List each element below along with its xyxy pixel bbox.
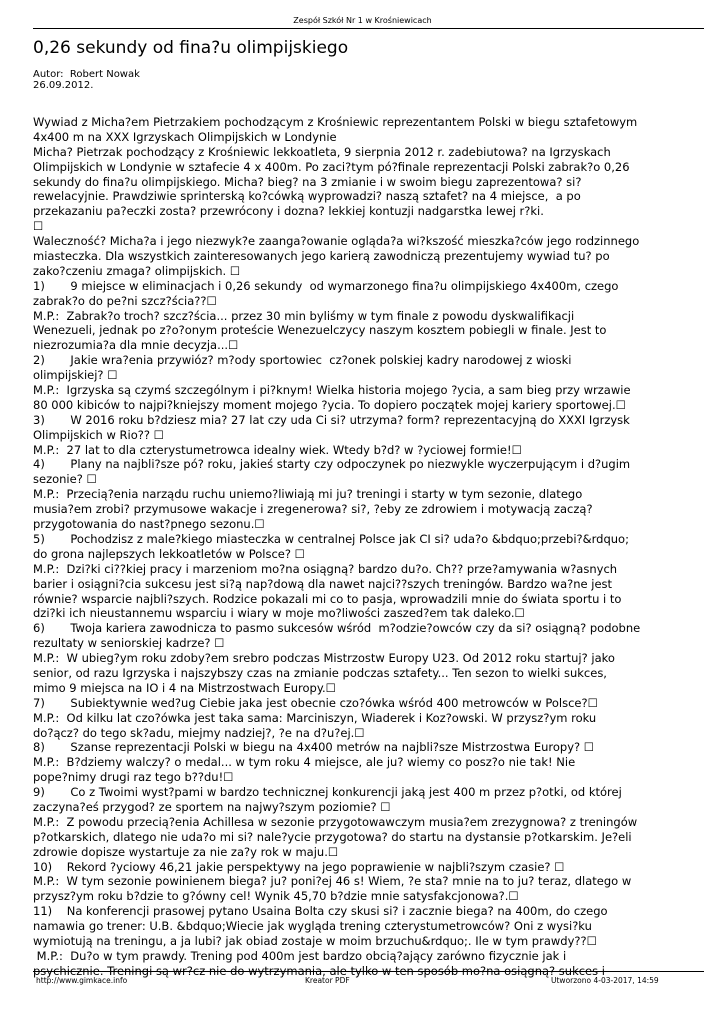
body-line: niezrozumia?a dla mnie decyzja...☐: [33, 338, 239, 353]
article-meta: [33, 69, 140, 91]
body-line: równie? wsparcie najbli?szych. Rodzice pokazali mi co to pasja, wprowadzili mnie do świata sportu i to: [33, 591, 622, 606]
body-line: dzi?ki ich nieustannemu wsparciu i wiary w moje mo?liwości zaszed?em tak daleko.☐: [33, 606, 525, 621]
body-line: do?ącz? do tego sk?adu, miejmy nadziej?, ?e na d?u?ej.☐: [33, 725, 365, 740]
body-line: rewelacyjnie. Prawdziwie sprinterską ko?cówką wyprowadzi? naszą sztafet? na 4 miejsce, a po: [33, 189, 581, 204]
body-line: 9) Co z Twoimi wyst?pami w bardzo technicznej konkurencji jaką jest 400 m przez p?otki, od której: [33, 785, 622, 800]
body-line: M.P.: Od kilku lat czo?ówka jest taka sama: Marciniszyn, Wiaderek i Koz?owski. W przysz?ym roku: [33, 710, 597, 725]
body-line: 3) W 2016 roku b?dziesz mia? 27 lat czy uda Ci si? utrzyma? form? reprezentacyjną do XXXI Igrzysk: [33, 412, 630, 427]
body-line: M.P.: W tym sezonie powinienem biega? ju? poni?ej 46 s! Wiem, ?e sta? mnie na to ju? teraz, dlatego w: [33, 874, 632, 889]
article-date: 26.09.2012.: [33, 80, 94, 91]
body-line: Wenezueli, jednak po z?o?onym proteście Wenezuelczycy naszym kosztem pobiegli w finale. Jest to: [33, 323, 607, 338]
footer-generator: Kreator PDF: [305, 976, 350, 985]
page-header: Zespół Szkół Nr 1 w Krośniewicach: [293, 16, 432, 25]
body-line: 8) Szanse reprezentacji Polski w biegu na 4x400 metrów na najbli?sze Mistrzostwa Europy? ☐: [33, 740, 595, 755]
body-line: sekundy do fina?u olimpijskiego. Micha? bieg? na 3 zmianie i w swoim biegu zaprezentowa? si?: [33, 174, 582, 189]
body-line: barier i osiągni?cia sukcesu jest si?ą nap?dową dla nawet najci??szych treningów. Bardzo wa?ne jest: [33, 576, 613, 591]
body-line: 4) Plany na najbli?sze pó? roku, jakieś starty czy odpoczynek po niezwykle wyczerpującym i d?ugim: [33, 457, 631, 472]
body-line: 2) Jakie wra?enia przywióz? m?ody sportowiec cz?onek polskiej kadry narodowej z wioski: [33, 353, 572, 368]
body-line: musia?em zrobi? przymusowe wakacje i zregenerowa? si?, ?eby ze zdrowiem i motywacją zaczą?: [33, 502, 593, 517]
body-line: M.P.: Dzi?ki ci??kiej pracy i marzeniom mo?na osiągną? bardzo du?o. Ch?? prze?amywania w?asnych: [33, 561, 618, 576]
body-line: zdrowie dopisze wystartuje za nie za?y rok w maju.☐: [33, 844, 339, 859]
body-line: M.P.: W ubieg?ym roku zdoby?em srebro podczas Mistrzostw Europy U23. Od 2012 roku startuj? jako: [33, 651, 615, 666]
body-line: przekazaniu pa?eczki zosta? przewrócony i dozna? lekkiej kontuzji nadgarstka lewej r?ki.: [33, 204, 544, 219]
body-line: 80 000 kibiców to najpi?kniejszy moment mojego ?ycia. To dopiero początek mojej kariery sportowej.☐: [33, 397, 626, 412]
body-line: M.P.: B?dziemy walczy? o medal... w tym roku 4 miejsce, ale ju? wiemy co posz?o nie tak! Nie: [33, 755, 576, 770]
body-line: wymiotują na treningu, a ja lubi? jak obiad zostaje w moim brzuchu&rdquo;. Ile w tym prawdy??☐: [33, 933, 597, 948]
body-line: mimo 9 miejsca na IO i 4 na Mistrzostwach Europy.☐: [33, 680, 336, 695]
header-divider: [33, 28, 704, 29]
body-line: zabrak?o do pe?ni szcz?ścia??☐: [33, 293, 217, 308]
footer-url: http://www.gimkace.info: [36, 976, 128, 985]
body-line: M.P.: Du?o w tym prawdy. Trening pod 400m jest bardzo obcią?ający zarówno fizycznie jak i: [33, 948, 567, 963]
body-line: M.P.: Igrzyska są czymś szczególnym i pi?knym! Wielka historia mojego ?ycia, a sam bieg przy wrzawie: [33, 383, 631, 398]
body-line: ☐: [33, 219, 44, 234]
body-line: Olimpijskich w Londynie w sztafecie 4 x 400m. Po zaci?tym pó?finale reprezentacji Polski zabrak?o 0,26: [33, 159, 630, 174]
body-line: 5) Pochodzisz z male?kiego miasteczka w centralnej Polsce jak CI si? uda?o &bdquo;przebi?&rdquo;: [33, 531, 629, 546]
footer-divider: [33, 971, 704, 972]
body-line: M.P.: Przecią?enia narządu ruchu uniemo?liwiają mi ju? treningi i starty w tym sezonie, dlatego: [33, 487, 583, 502]
body-line: 7) Subiektywnie wed?ug Ciebie jaka jest obecnie czo?ówka wśród 400 metrowców w Polsce?☐: [33, 695, 598, 710]
body-line: przysz?ym roku b?dzie to g?ówny cel! Wynik 45,70 b?dzie mnie satysfakcjonowa?.☐: [33, 889, 519, 904]
body-line: p?otkarskich, dlatego nie uda?o mi si? nale?ycie przygotowa? do startu na dystansie p?otkarskim. Je?eli: [33, 829, 632, 844]
body-line: 6) Twoja kariera zawodnicza to pasmo sukcesów wśród m?odzie?owców czy da si? osiągną? podobne: [33, 621, 641, 636]
body-line: M.P.: Zabrak?o troch? szcz?ścia... przez 30 min byliśmy w tym finale z powodu dyskwalifikacji: [33, 308, 575, 323]
body-line: psychicznie. Treningi są wr?cz nie do wytrzymania, ale tylko w ten sposób mo?na osiągną? sukces i: [33, 963, 605, 978]
body-line: Wywiad z Micha?em Pietrzakiem pochodzącym z Krośniewic reprezentantem Polski w biegu sztafetowym: [33, 115, 638, 129]
body-line: 1) 9 miejsce w eliminacjach i 0,26 sekundy od wymarzonego fina?u olimpijskiego 4x400m, czego: [33, 278, 619, 293]
body-line: Olimpijskich w Rio?? ☐: [33, 427, 164, 442]
article-title: 0,26 sekundy od fina?u olimpijskiego: [33, 38, 349, 58]
footer-created: Utworzono 4-03-2017, 14:59: [551, 976, 659, 985]
body-line: M.P.: 27 lat to dla czterystumetrowca idealny wiek. Wtedy b?d? w ?yciowej formie!☐: [33, 442, 522, 457]
body-line: olimpijskiej? ☐: [33, 368, 118, 383]
author-line: Autor: Robert Nowak: [33, 69, 140, 80]
body-line: 11) Na konferencji prasowej pytano Usaina Bolta czy skusi si? i zacznie biega? na 400m, do czego: [33, 904, 608, 919]
body-line: miasteczka. Dla wszystkich zainteresowanych jego karierą zawodniczą prezentujemy wywiad tu? po: [33, 249, 610, 264]
body-line: zaczyna?eś przygod? ze sportem na najwy?szym poziomie? ☐: [33, 799, 391, 814]
body-line: 4x400 m na XXX Igrzyskach Olimpijskich w Londynie: [33, 129, 337, 144]
article-body: [33, 115, 708, 979]
body-line: 10) Rekord ?yciowy 46,21 jakie perspektywy na jego poprawienie w najbli?szym czasie? ☐: [33, 859, 565, 874]
body-line: sezonie? ☐: [33, 472, 97, 487]
body-line: senior, od razu Igrzyska i najszybszy czas na zmianie podczas sztafety... Ten sezon to wielki sukces,: [33, 665, 607, 680]
body-line: do grona najlepszych lekkoatletów w Polsce? ☐: [33, 546, 305, 561]
body-line: M.P.: Z powodu przecią?enia Achillesa w sezonie przygotowawczym musia?em zrezygnowa? z treningów: [33, 814, 638, 829]
body-line: przygotowania do nast?pnego sezonu.☐: [33, 517, 265, 532]
body-line: rezultaty w seniorskiej kadrze? ☐: [33, 636, 225, 651]
body-line: zako?czeniu zmaga? olimpijskich. ☐: [33, 263, 241, 278]
body-line: Waleczność? Micha?a i jego niezwyk?e zaanga?owanie ogląda?a wi?kszość mieszka?ców jego rodzinnego: [33, 234, 640, 249]
body-line: pope?nimy drugi raz tego b??du!☐: [33, 770, 234, 785]
body-line: namawia go trener: U.B. &bdquo;Wiecie jak wygląda trening czterystumetrowców? Oni z wysi?ku: [33, 919, 592, 934]
body-line: Micha? Pietrzak pochodzący z Krośniewic lekkoatleta, 9 sierpnia 2012 r. zadebiutowa? na Igrzyskach: [33, 144, 611, 159]
